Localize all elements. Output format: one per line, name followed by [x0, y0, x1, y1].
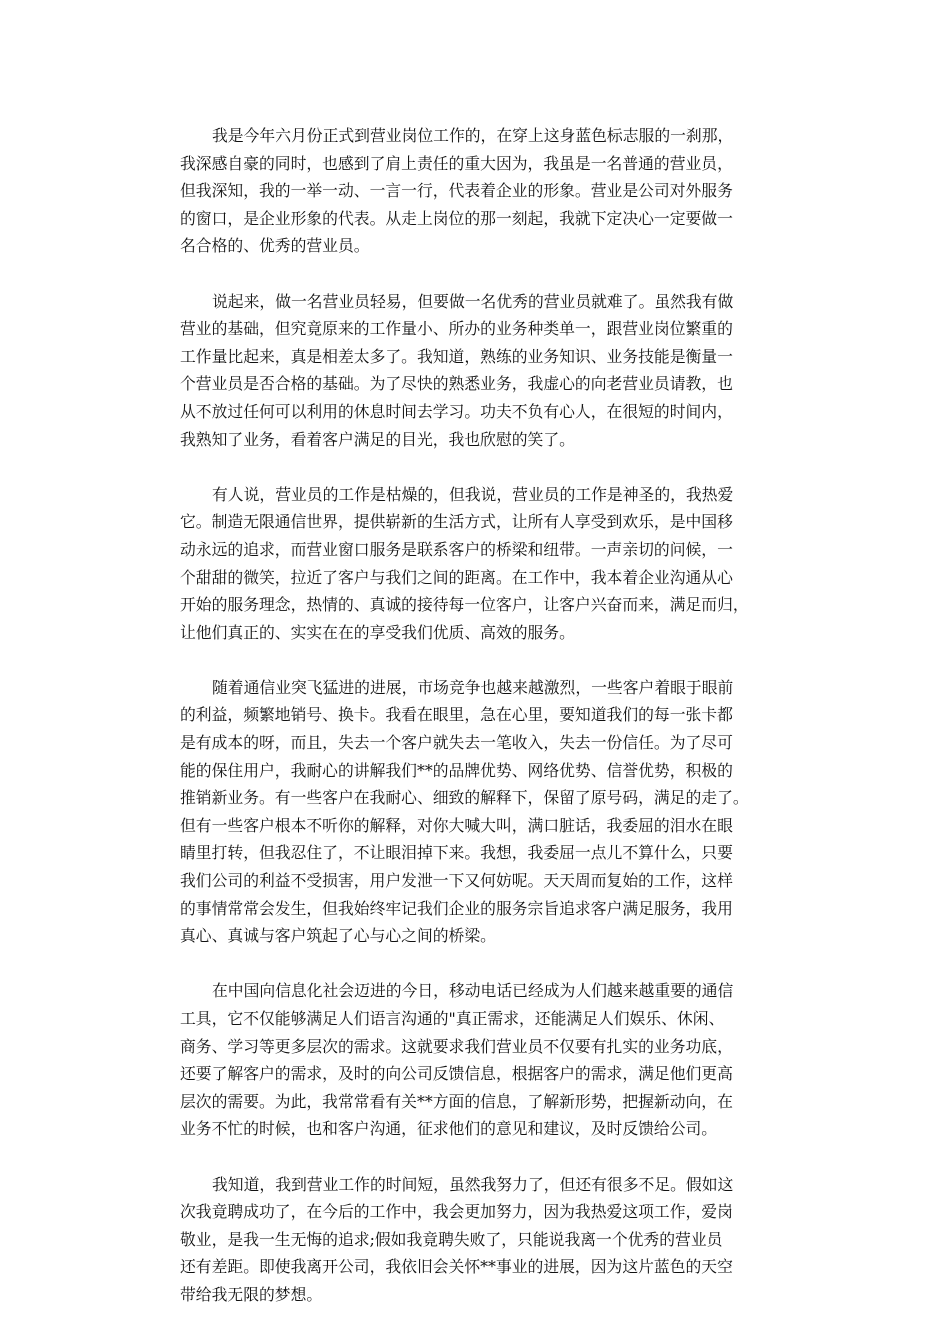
paragraph-line: 让他们真正的、实实在在的享受我们优质、高效的服务。	[180, 622, 575, 642]
paragraph-line: 工作量比起来，真是相差太多了。我知道，熟练的业务知识、业务技能是衡量一	[180, 346, 733, 366]
paragraph-4	[180, 674, 780, 950]
paragraph-line: 的利益，频繁地销号、换卡。我看在眼里，急在心里，要知道我们的每一张卡都	[180, 705, 733, 725]
paragraph-line: 但我深知，我的一举一动、一言一行，代表着企业的形象。营业是公司对外服务	[180, 181, 733, 201]
paragraph-line: 从不放过任何可以利用的休息时间去学习。功夫不负有心人，在很短的时间内，	[180, 401, 733, 421]
paragraph-line: 我深感自豪的同时，也感到了肩上责任的重大因为，我虽是一名普通的营业员，	[180, 153, 733, 173]
paragraph-line: 它。制造无限通信世界，提供崭新的生活方式，让所有人享受到欢乐，是中国移	[180, 512, 733, 532]
paragraph-line: 还要了解客户的需求，及时的向公司反馈信息，根据客户的需求，满足他们更高	[180, 1064, 733, 1084]
paragraph-line: 的事情常常会发生，但我始终牢记我们企业的服务宗旨追求客户满足服务，我用	[180, 898, 733, 918]
paragraph-1	[180, 122, 780, 260]
paragraph-line: 开始的服务理念，热情的、真诚的接待每一位客户，让客户兴奋而来，满足而归，	[180, 595, 749, 615]
paragraph-line: 敬业，是我一生无悔的追求;假如我竟聘失败了，只能说我离一个优秀的营业员	[180, 1229, 723, 1249]
paragraph-line: 我知道，我到营业工作的时间短，虽然我努力了，但还有很多不足。假如这	[212, 1174, 734, 1194]
paragraph-line: 推销新业务。有一些客户在我耐心、细致的解释下，保留了原号码，满足的走了。	[180, 788, 749, 808]
paragraph-line: 我熟知了业务，看着客户满足的目光，我也欣慰的笑了。	[180, 429, 575, 449]
paragraph-line: 个营业员是否合格的基础。为了尽快的熟悉业务，我虚心的向老营业员请教，也	[180, 374, 733, 394]
paragraph-line: 营业的基础，但究竟原来的工作量小、所办的业务种类单一，跟营业岗位繁重的	[180, 319, 733, 339]
document-body	[180, 122, 780, 1336]
paragraph-3	[180, 481, 780, 647]
paragraph-6	[180, 1171, 780, 1309]
paragraph-line: 是有成本的呀，而且，失去一个客户就失去一笔收入，失去一份信任。为了尽可	[180, 733, 733, 753]
paragraph-line: 随着通信业突飞猛进的进展，市场竞争也越来越激烈，一些客户着眼于眼前	[212, 677, 734, 697]
paragraph-line: 睛里打转，但我忍住了，不让眼泪掉下来。我想，我委屈一点儿不算什么，只要	[180, 843, 733, 863]
paragraph-line: 真心、真诚与客户筑起了心与心之间的桥梁。	[180, 926, 496, 946]
paragraph-5	[180, 977, 780, 1143]
paragraph-line: 我是今年六月份正式到营业岗位工作的，在穿上这身蓝色标志服的一刹那，	[212, 126, 734, 145]
paragraph-line: 有人说，营业员的工作是枯燥的，但我说，营业员的工作是神圣的，我热爱	[212, 484, 734, 504]
paragraph-line: 业务不忙的时候，也和客户沟通，征求他们的意见和建议，及时反馈给公司。	[180, 1119, 718, 1139]
paragraph-line: 的窗口，是企业形象的代表。从走上岗位的那一刻起，我就下定决心一定要做一	[180, 208, 733, 228]
paragraph-line: 我们公司的利益不受损害，用户发泄一下又何妨呢。天天周而复始的工作，这样	[180, 871, 733, 891]
paragraph-line: 工具，它不仅能够满足人们语言沟通的"真正需求，还能满足人们娱乐、休闲、	[180, 1009, 725, 1028]
paragraph-line: 带给我无限的梦想。	[180, 1284, 323, 1304]
paragraph-line: 个甜甜的微笑，拉近了客户与我们之间的距离。在工作中，我本着企业沟通从心	[180, 567, 733, 587]
paragraph-line: 名合格的、优秀的营业员。	[180, 236, 370, 256]
paragraph-line: 在中国向信息化社会迈进的今日，移动电话已经成为人们越来越重要的通信	[212, 981, 734, 1001]
paragraph-line: 次我竟聘成功了，在今后的工作中，我会更加努力，因为我热爱这项工作，爱岗	[180, 1202, 733, 1222]
paragraph-line: 商务、学习等更多层次的需求。这就要求我们营业员不仅要有扎实的业务功底，	[180, 1036, 733, 1056]
paragraph-line: 动永远的追求，而营业窗口服务是联系客户的桥梁和纽带。一声亲切的问候，一	[180, 539, 733, 559]
paragraph-line: 还有差距。即使我离开公司，我依旧会关怀**事业的进展，因为这片蓝色的天空	[180, 1257, 733, 1277]
paragraph-line: 层次的需要。为此，我常常看有关**方面的信息，了解新形势，把握新动向，在	[180, 1091, 733, 1111]
paragraph-2	[180, 288, 780, 454]
paragraph-line: 能的保住用户，我耐心的讲解我们**的品牌优势、网络优势、信誉优势，积极的	[180, 760, 733, 780]
paragraph-line: 说起来，做一名营业员轻易，但要做一名优秀的营业员就难了。虽然我有做	[212, 291, 734, 311]
paragraph-line: 但有一些客户根本不听你的解释，对你大喊大叫，满口脏话，我委屈的泪水在眼	[180, 815, 733, 835]
